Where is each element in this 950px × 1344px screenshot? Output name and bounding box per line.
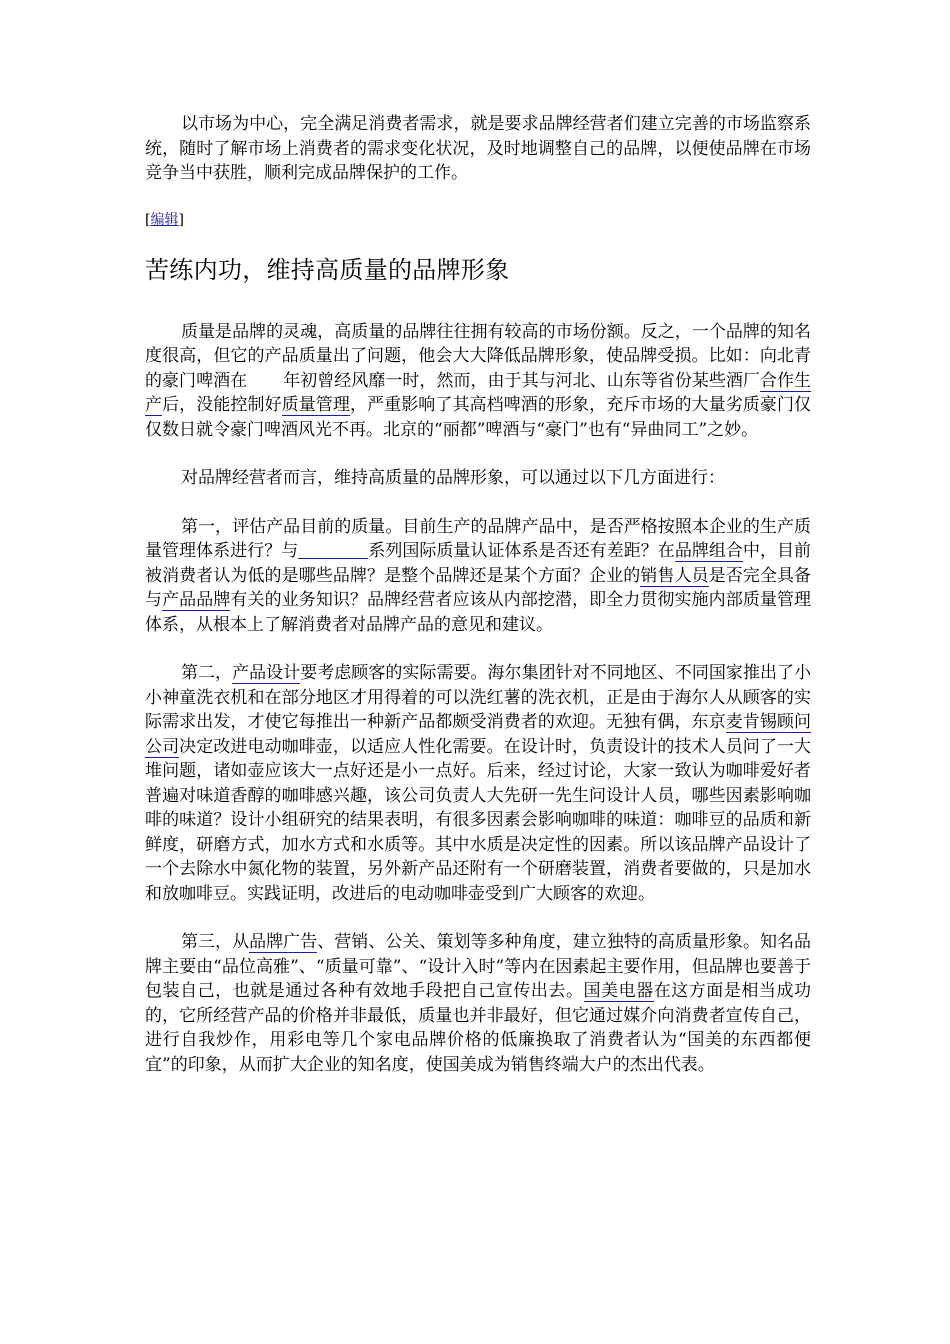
edit-section-link: [编辑]	[145, 211, 184, 228]
link-brand-portfolio[interactable]: 品牌组合	[674, 541, 743, 561]
document-page	[145, 112, 811, 1077]
link-product-brand[interactable]: 产品品牌	[162, 590, 231, 610]
link-gome-electrical[interactable]: 国美电器	[583, 981, 654, 1001]
paragraph-market-center: 以市场为中心，完全满足消费者需求，就是要求品牌经营者们建立完善的市场监察系统，随时了解市场上消费者的需求变化状况，及时地调整自己的品牌，以便使品牌在市场竞争当中获胜，顺利完成品牌保护的工作。	[145, 114, 811, 183]
paragraph-intro-methods: 对品牌经营者而言，维持高质量的品牌形象，可以通过以下几方面进行：	[181, 468, 725, 488]
link-iso-series[interactable]	[298, 541, 368, 559]
paragraph-third-point: 第三，从品牌广告、营销、公关、策划等多种角度，建立独特的高质量形象。知名品牌主要由“品位高雅”、“质量可靠”、“设计入时”等内在因素起主要作用，但品牌也要善于包装自己，也就是通过各种有效地手段把自己宣传出去。国美电器在这方面是相当成功的，它所经营产品的价格并非最低，质量也并非最好，但它通过媒介向消费者宣传自己，进行自我炒作，用彩电等几个家电品牌价格的低廉换取了消费者认为“国美的东西都便宜”的印象，从而扩大企业的知名度，使国美成为销售终端大户的杰出代表。	[145, 932, 812, 1075]
link-quality-management[interactable]: 质量管理	[281, 395, 350, 415]
link-cooperative-production[interactable]: 合作生产	[145, 370, 812, 415]
paragraph-first-point: 第一，评估产品目前的质量。目前生产的品牌产品中，是否严格按照本企业的生产质量管理体系进行？与 系列国际质量认证体系是否还有差距？在品牌组合中，目前被消费者认为低的是哪些品牌？是整个品牌还是某个方面？企业的销售人员是否完全具备与产品品牌有关的业务知识？品牌经营者应该从内部挖潜，即全力贯彻实施内部质量管理体系，从根本上了解消费者对品牌产品的意见和建议。	[145, 516, 812, 635]
edit-link[interactable]: 编辑	[150, 211, 179, 228]
link-mckinsey[interactable]: 麦肯锡顾问公司	[145, 712, 812, 757]
section-heading: 苦练内功，维持高质量的品牌形象	[145, 255, 510, 284]
paragraph-quality-soul: 质量是品牌的灵魂，高质量的品牌往往拥有较高的市场份额。反之，一个品牌的知名度很高，但它的产品质量出了问题，他会大大降低品牌形象，使品牌受损。比如：向北青的豪门啤酒在 年初曾经风靡一时，然而，由于其与河北、山东等省份某些酒厂合作生产后，没能控制好质量管理，严重影响了其高档啤酒的形象，充斥市场的大量劣质豪门仅仅数日就令豪门啤酒风光不再。北京的“丽都”啤酒与“豪门”也有“异曲同工”之妙。	[145, 321, 812, 440]
link-sales-staff[interactable]: 销售人员	[640, 565, 709, 586]
link-brand-advertising[interactable]: 品牌广告	[249, 932, 318, 952]
paragraph-second-point: 第二，产品设计要考虑顾客的实际需要。海尔集团针对不同地区、不同国家推出了小小神童洗衣机和在部分地区才用得着的可以洗红薯的洗衣机，正是由于海尔人从顾客的实际需求出发，才使它每推出一种新产品都颇受消费者的欢迎。无独有偶，东京麦肯锡顾问公司决定改进电动咖啡壶，以适应人性化需要。在设计时，负责设计的技术人员问了一大堆问题，诸如壶应该大一点好还是小一点好。后来，经过讨论，大家一致认为咖啡爱好者普遍对味道香醇的咖啡感兴趣，该公司负责人大先研一先生问设计人员，哪些因素影响咖啡的味道？设计小组研究的结果表明，有很多因素会影响咖啡的味道：咖啡豆的品质和新鲜度，研磨方式，加水方式和水质等。其中水质是决定性的因素。所以该品牌产品设计了一个去除水中氮化物的装置，另外新产品还附有一个研磨装置，消费者要做的，只是加水和放咖啡豆。实践证明，改进后的电动咖啡壶受到广大顾客的欢迎。	[145, 663, 812, 904]
link-product-design[interactable]: 产品设计	[232, 663, 301, 683]
